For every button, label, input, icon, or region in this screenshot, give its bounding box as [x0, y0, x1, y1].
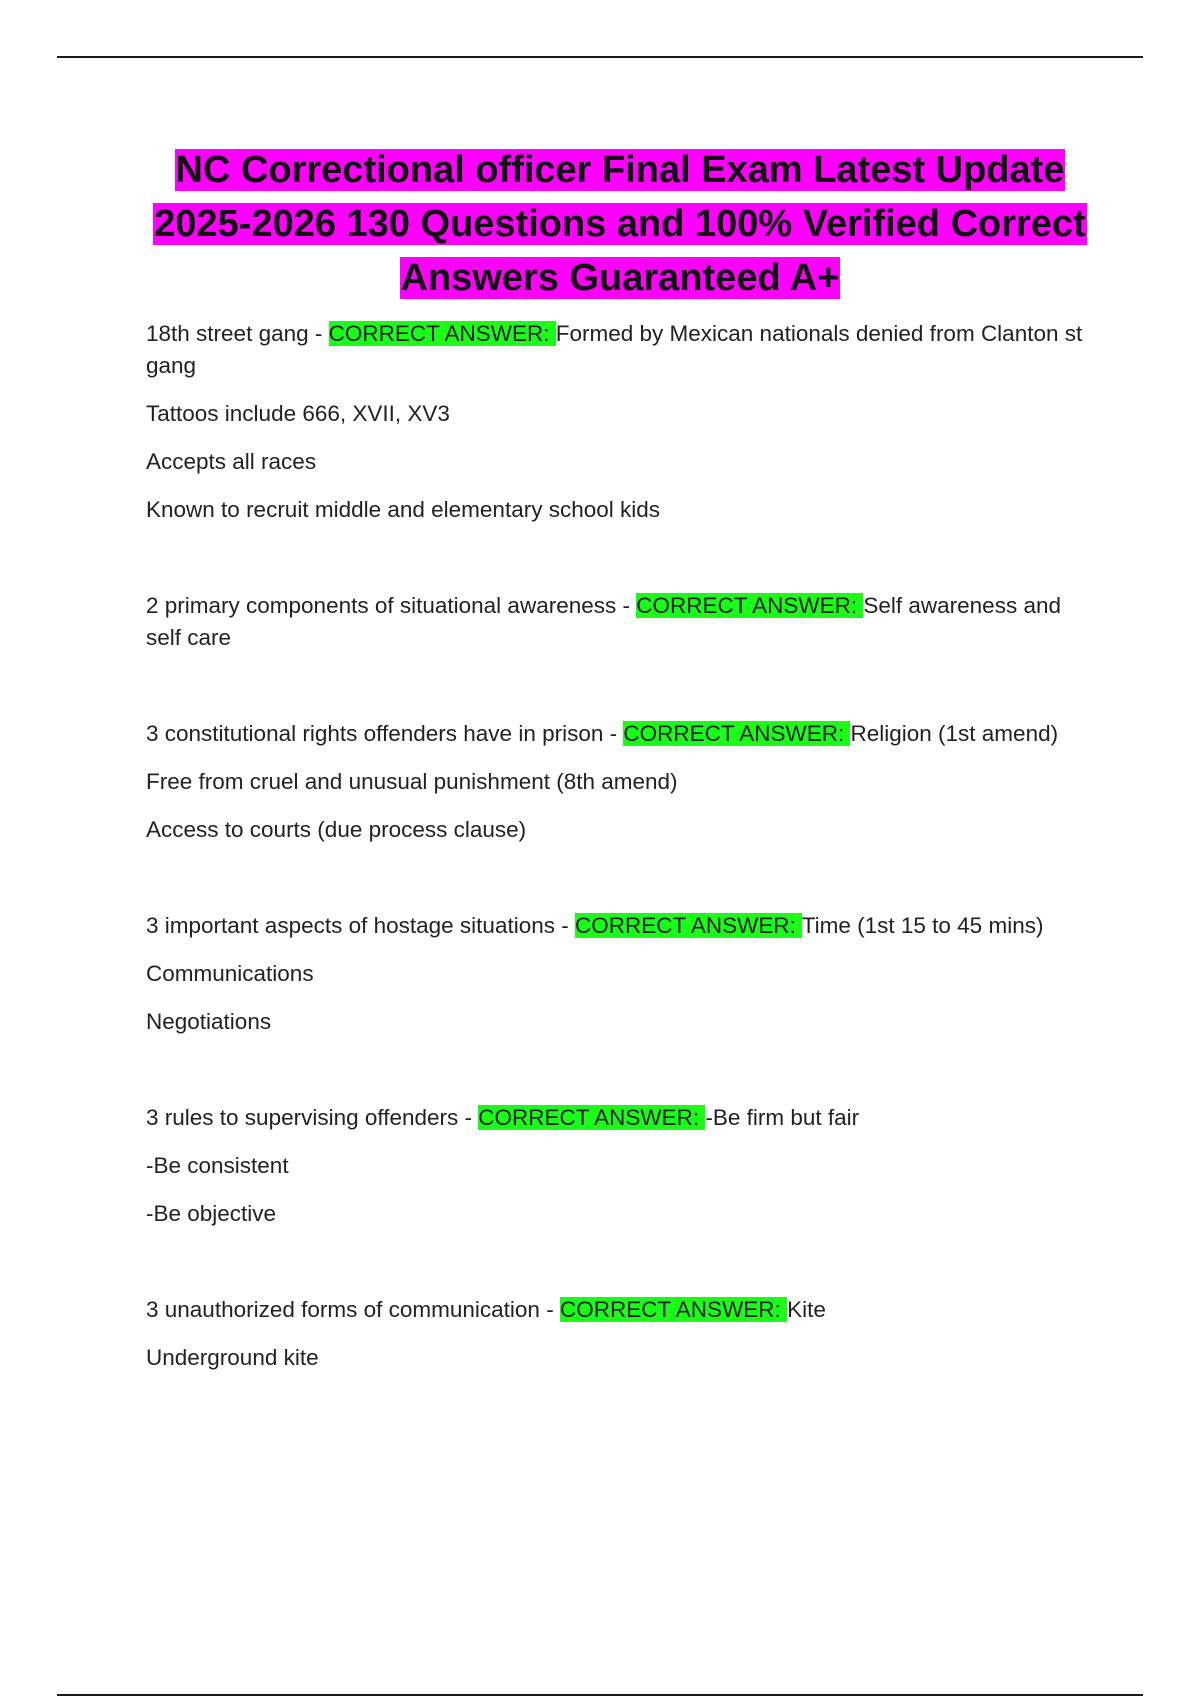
qa-first-line — [146, 590, 1086, 654]
correct-answer-label: CORRECT ANSWER: — [478, 1105, 706, 1130]
separator: - — [458, 1105, 479, 1130]
answer-text: Kite — [787, 1297, 826, 1322]
question-text: 3 important aspects of hostage situations — [146, 913, 555, 938]
separator: - — [539, 1297, 560, 1322]
qa-first-line — [146, 718, 1086, 750]
qa-first-line — [146, 1294, 1086, 1326]
question-text: 3 constitutional rights offenders have in prison — [146, 721, 604, 746]
qa-item — [146, 718, 1086, 846]
separator: - — [616, 593, 637, 618]
answer-line: Known to recruit middle and elementary school kids — [146, 497, 661, 522]
separator: - — [603, 721, 624, 746]
correct-answer-label: CORRECT ANSWER: — [328, 321, 556, 346]
qa-first-line — [146, 910, 1086, 942]
correct-answer-label: CORRECT ANSWER: — [559, 1297, 788, 1322]
correct-answer-label: CORRECT ANSWER: — [575, 913, 802, 938]
answer-text: Formed by Mexican nationals denied from Clanton st gang — [146, 321, 1083, 378]
qa-first-line — [146, 1102, 1086, 1134]
answer-text: Self awareness and self care — [146, 593, 1061, 650]
answer-line: Tattoos include 666, XVII, XV3 — [146, 401, 450, 426]
answer-line: Underground kite — [146, 1345, 319, 1370]
question-text: 3 rules to supervising offenders — [146, 1105, 459, 1130]
answer-text: -Be firm but fair — [705, 1105, 860, 1130]
qa-item — [146, 1294, 1086, 1374]
correct-answer-label: CORRECT ANSWER: — [623, 721, 851, 746]
title-highlight: NC Correctional officer Final Exam Latest Update 2025-2026 130 Questions and 100% Verified Correct Answers Guaranteed A+ — [154, 149, 1086, 299]
qa-first-line — [146, 318, 1086, 382]
qa-list — [146, 318, 1086, 1438]
answer-line: Negotiations — [146, 1009, 272, 1034]
qa-item — [146, 1102, 1086, 1230]
page-top-rule — [57, 56, 1143, 58]
correct-answer-label: CORRECT ANSWER: — [636, 593, 864, 618]
question-text: 3 unauthorized forms of communication — [146, 1297, 540, 1322]
page-bottom-rule — [57, 1694, 1143, 1696]
separator: - — [555, 913, 575, 938]
qa-item — [146, 910, 1086, 1038]
question-text: 2 primary components of situational awareness — [146, 593, 617, 618]
answer-line: Free from cruel and unusual punishment (8th amend) — [146, 769, 678, 794]
answer-line: -Be objective — [146, 1201, 277, 1226]
answer-line: -Be consistent — [146, 1153, 289, 1178]
separator: - — [308, 321, 329, 346]
qa-item — [146, 590, 1086, 654]
document-title — [140, 143, 1100, 305]
answer-text: Religion (1st amend) — [850, 721, 1059, 746]
answer-text: Time (1st 15 to 45 mins) — [801, 913, 1044, 938]
answer-line: Accepts all races — [146, 449, 317, 474]
qa-item — [146, 318, 1086, 526]
answer-line: Communications — [146, 961, 314, 986]
answer-line: Access to courts (due process clause) — [146, 817, 527, 842]
question-text: 18th street gang — [146, 321, 309, 346]
